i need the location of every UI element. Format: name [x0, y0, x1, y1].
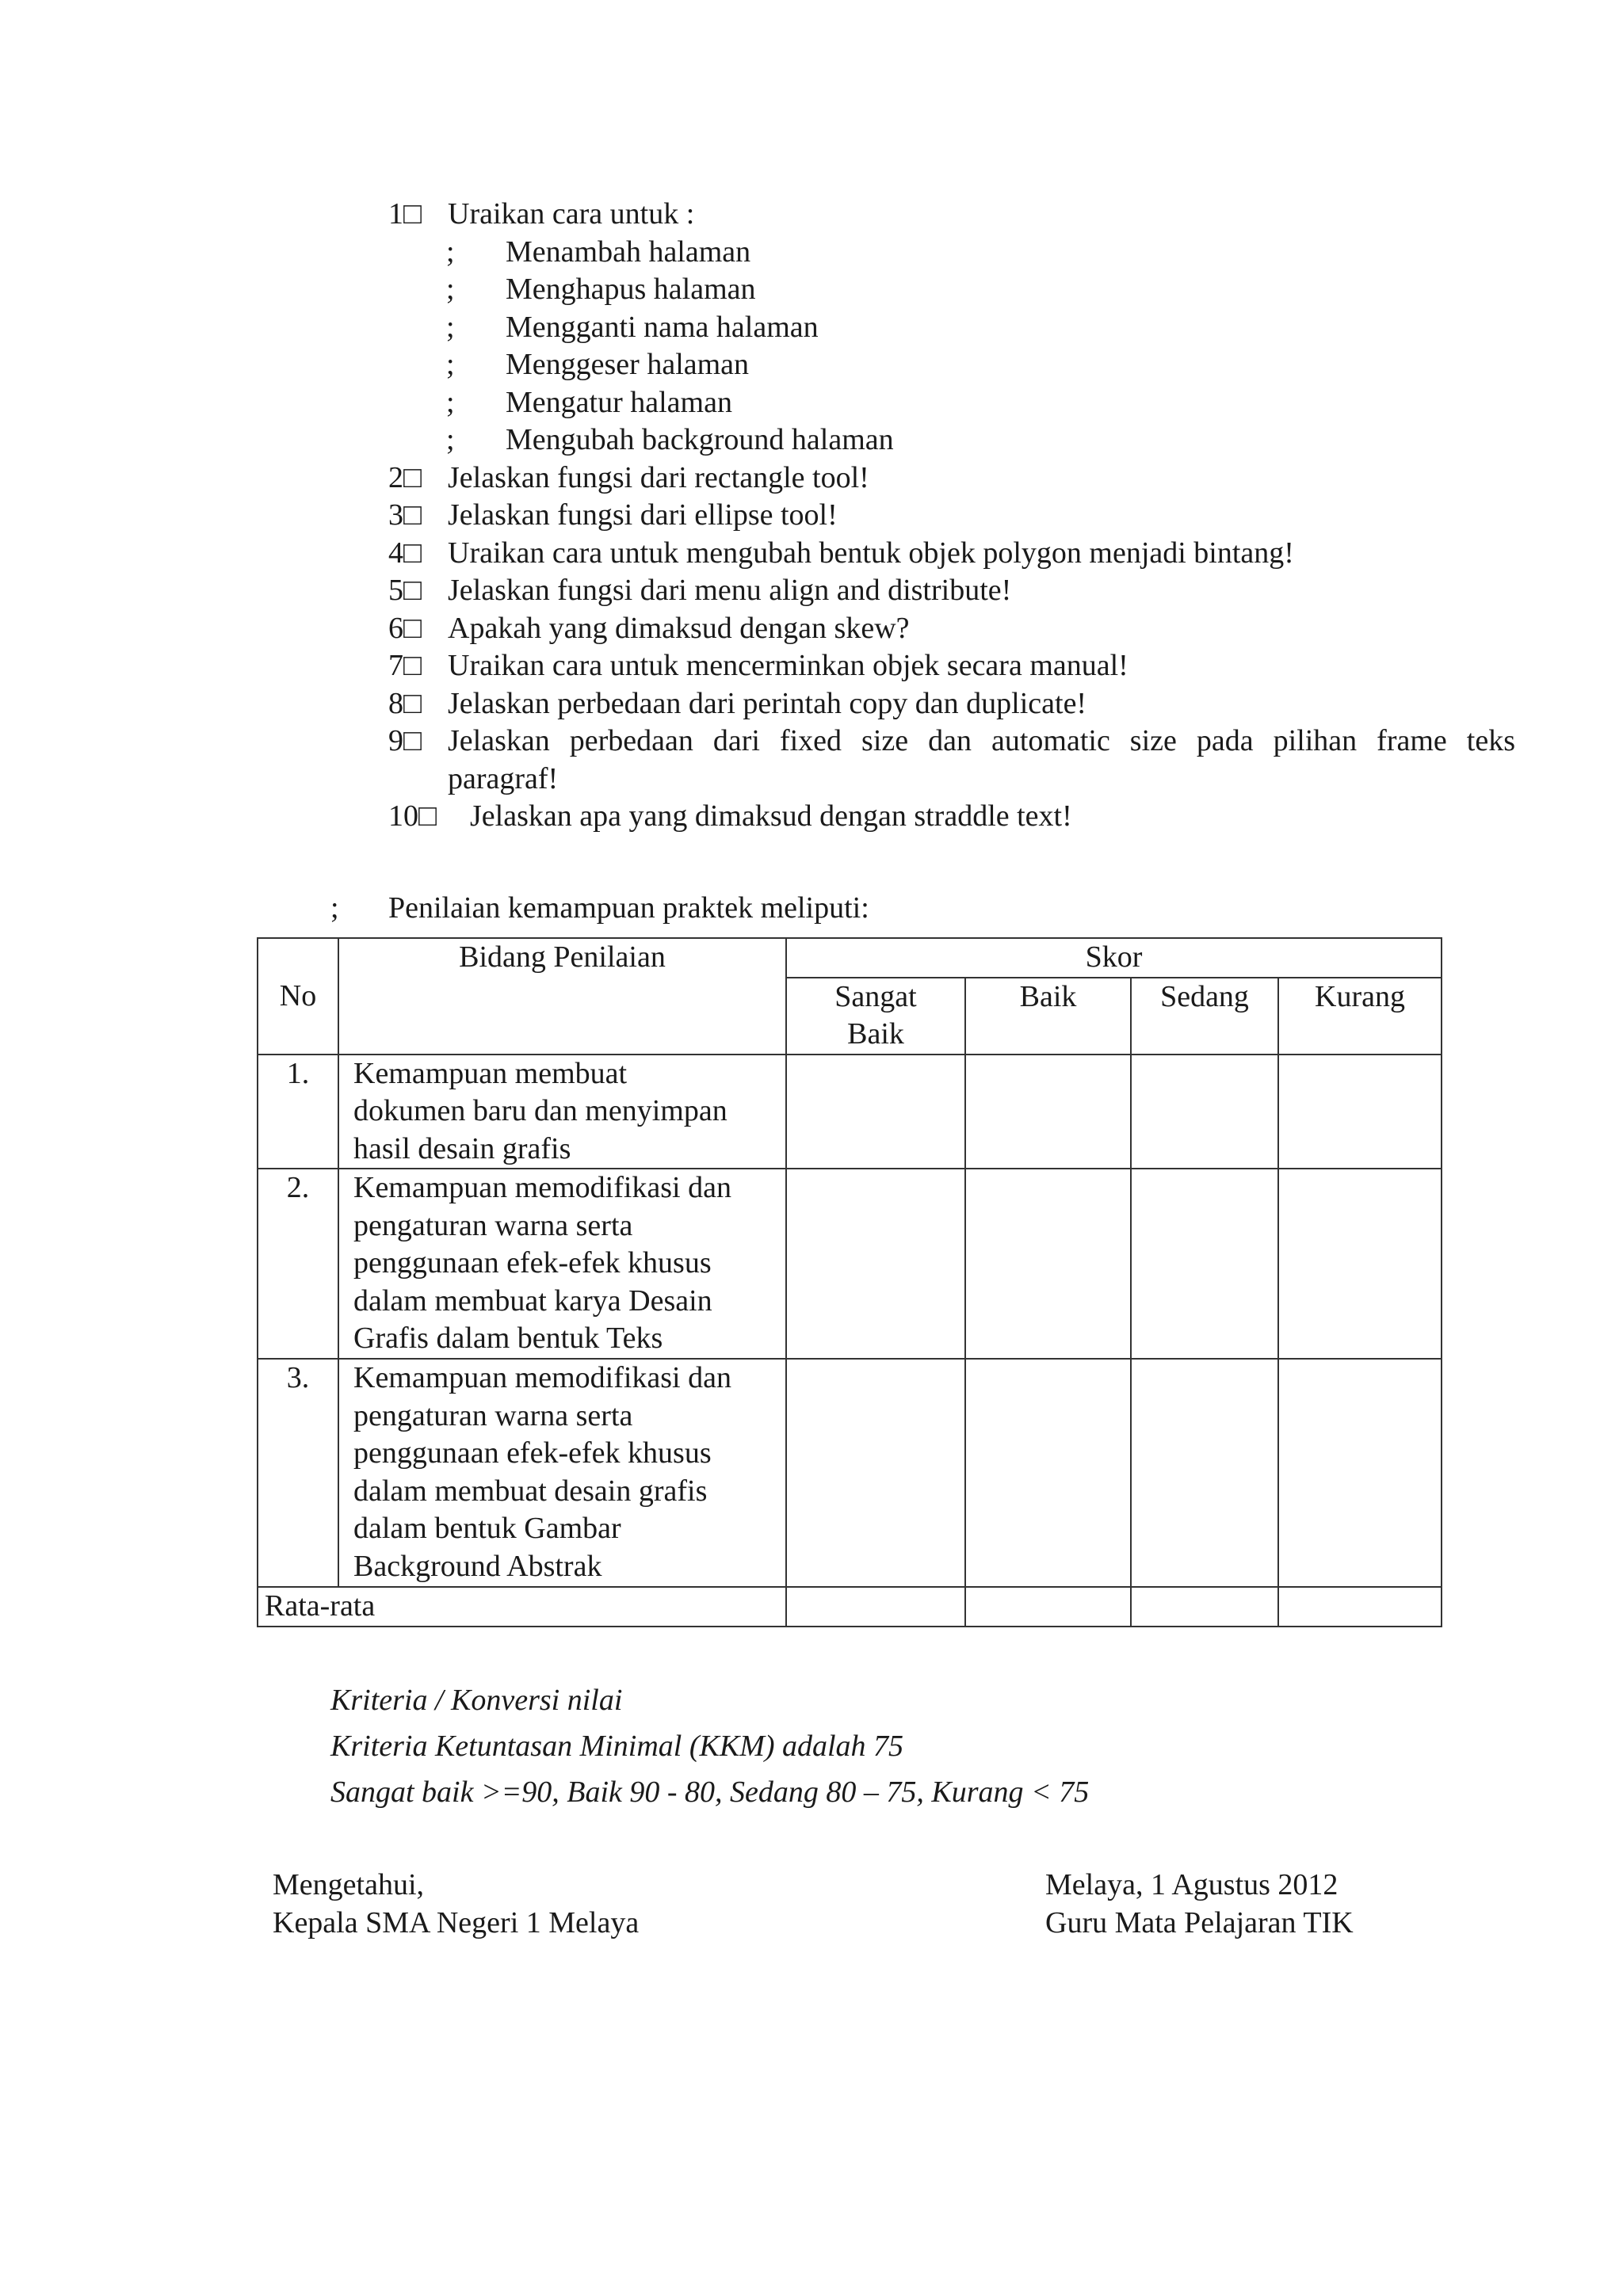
- header-no: No: [258, 938, 338, 1055]
- question-text: Jelaskan perbedaan dari perintah copy dan duplicate!: [448, 687, 1087, 720]
- score-cell: [1131, 1587, 1278, 1627]
- question-text: Jelaskan fungsi dari menu align and distribute!: [448, 574, 1012, 607]
- assessment-table: [257, 937, 1442, 1627]
- bullet: ;: [446, 235, 455, 269]
- header-baik: Baik: [965, 978, 1131, 1055]
- signature-left-line2: Kepala SMA Negeri 1 Melaya: [273, 1906, 640, 1939]
- sub-item: Mengganti nama halaman: [506, 311, 819, 344]
- sub-item: Mengatur halaman: [506, 386, 732, 419]
- score-cell: [786, 1169, 965, 1359]
- header-kurang: Kurang: [1278, 978, 1442, 1055]
- question-text-line: paragraf!: [448, 762, 559, 795]
- description-line: dalam bentuk Gambar: [353, 1512, 621, 1545]
- practice-heading-text: Penilaian kemampuan praktek meliputi:: [388, 891, 869, 925]
- score-cell: [786, 1055, 965, 1169]
- criteria-scale: Sangat baik >=90, Baik 90 - 80, Sedang 80 – 75, Kurang < 75: [330, 1775, 1090, 1809]
- row-description: [338, 1055, 786, 1169]
- question-number: 3□: [388, 498, 422, 532]
- table-row: [258, 1055, 1442, 1169]
- question-text: Uraikan cara untuk mencerminkan objek secara manual!: [448, 649, 1128, 682]
- question-number: 5□: [388, 574, 422, 607]
- question-text: Jelaskan fungsi dari ellipse tool!: [448, 498, 838, 532]
- header-area: Bidang Penilaian: [338, 938, 786, 1055]
- header-sangat-baik: Sangat Baik: [786, 978, 965, 1055]
- score-cell: [1278, 1055, 1442, 1169]
- bullet: ;: [330, 891, 339, 925]
- description-line: penggunaan efek-efek khusus: [353, 1436, 712, 1470]
- question-number: 8□: [388, 687, 422, 720]
- row-number: 3.: [258, 1359, 338, 1587]
- score-cell: [1278, 1359, 1442, 1587]
- description-line: pengaturan warna serta: [353, 1208, 633, 1242]
- score-cell: [965, 1055, 1131, 1169]
- description-line: Background Abstrak: [353, 1549, 602, 1583]
- row-description: [338, 1169, 786, 1359]
- bullet: ;: [446, 348, 455, 381]
- question-number: 9□: [388, 724, 422, 757]
- sub-item: Menambah halaman: [506, 235, 751, 269]
- bullet: ;: [446, 423, 455, 456]
- row-number: 1.: [258, 1055, 338, 1169]
- bullet: ;: [446, 386, 455, 419]
- score-cell: [965, 1587, 1131, 1627]
- description-line: dalam membuat karya Desain: [353, 1283, 712, 1318]
- score-cell: [786, 1587, 965, 1627]
- question-number: 4□: [388, 536, 422, 570]
- signature-right-line2: Guru Mata Pelajaran TIK: [1045, 1906, 1354, 1939]
- question-number: 10□: [388, 799, 437, 833]
- bullet: ;: [446, 273, 455, 306]
- description-line: Kemampuan memodifikasi dan: [353, 1361, 731, 1394]
- question-text-line: Jelaskan perbedaan dari fixed size dan automatic size pada pilihan frame teks: [448, 724, 1515, 757]
- description-line: dalam membuat desain grafis: [353, 1474, 708, 1508]
- row-number: 2.: [258, 1169, 338, 1359]
- question-text: Uraikan cara untuk :: [448, 197, 695, 231]
- table-row: [258, 1359, 1442, 1587]
- sub-item: Menggeser halaman: [506, 348, 750, 381]
- question-text: Uraikan cara untuk mengubah bentuk objek polygon menjadi bintang!: [448, 536, 1294, 570]
- score-cell: [1278, 1169, 1442, 1359]
- table-row: [258, 1169, 1442, 1359]
- score-cell: [1278, 1587, 1442, 1627]
- sub-item: Menghapus halaman: [506, 273, 756, 306]
- score-cell: [1131, 1169, 1278, 1359]
- footer-label: Rata-rata: [258, 1587, 786, 1627]
- question-text: Jelaskan fungsi dari rectangle tool!: [448, 461, 869, 494]
- question-number: 2□: [388, 461, 422, 494]
- description-line: Kemampuan membuat: [353, 1056, 628, 1090]
- criteria-kkm: Kriteria Ketuntasan Minimal (KKM) adalah 75: [330, 1730, 904, 1763]
- table-footer-row: [258, 1587, 1442, 1627]
- table-header-row: [258, 938, 1442, 978]
- description-line: Kemampuan memodifikasi dan: [353, 1171, 731, 1204]
- header-sedang: Sedang: [1131, 978, 1278, 1055]
- score-cell: [1131, 1055, 1278, 1169]
- score-cell: [965, 1169, 1131, 1359]
- description-line: penggunaan efek-efek khusus: [353, 1246, 712, 1280]
- question-number: 7□: [388, 649, 422, 682]
- score-cell: [1131, 1359, 1278, 1587]
- question-text: Apakah yang dimaksud dengan skew?: [448, 612, 910, 645]
- score-cell: [965, 1359, 1131, 1587]
- question-number: 1□: [388, 197, 422, 231]
- score-cell: [786, 1359, 965, 1587]
- question-number: 6□: [388, 612, 422, 645]
- signature-right-line1: Melaya, 1 Agustus 2012: [1045, 1868, 1338, 1901]
- description-line: pengaturan warna serta: [353, 1398, 633, 1432]
- header-score: Skor: [786, 938, 1442, 978]
- description-line: Grafis dalam bentuk Teks: [353, 1322, 663, 1355]
- row-description: [338, 1359, 786, 1587]
- question-text: Jelaskan apa yang dimaksud dengan straddle text!: [470, 799, 1072, 833]
- bullet: ;: [446, 311, 455, 344]
- description-line: dokumen baru dan menyimpan: [353, 1094, 727, 1127]
- sub-item: Mengubah background halaman: [506, 423, 894, 456]
- description-line: hasil desain grafis: [353, 1131, 571, 1165]
- signature-left-line1: Mengetahui,: [273, 1868, 425, 1901]
- criteria-title: Kriteria / Konversi nilai: [330, 1684, 623, 1717]
